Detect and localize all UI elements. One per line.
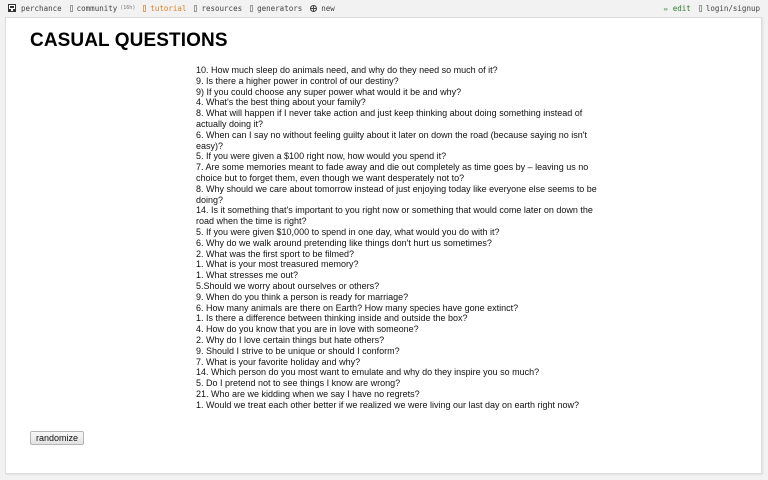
question-item: 1. Is there a difference between thinking inside and outside the box? bbox=[196, 313, 468, 324]
question-item: 6. Why do we walk around pretending like things don't hurt us sometimes? bbox=[196, 237, 492, 248]
community-badge: (16h) bbox=[120, 5, 136, 11]
nav-tutorial-label: tutorial bbox=[150, 3, 187, 13]
nav-community[interactable] bbox=[70, 4, 136, 13]
nav-new-label: new bbox=[321, 3, 335, 13]
nav-generators[interactable] bbox=[250, 4, 302, 13]
nav-new[interactable] bbox=[310, 4, 335, 13]
generator-output-card bbox=[5, 17, 762, 474]
edit-link[interactable] bbox=[664, 4, 691, 13]
question-item: 21. Who are we kidding when we say I have no regrets? bbox=[196, 388, 420, 399]
top-nav-right bbox=[664, 4, 768, 13]
question-item: 8. What will happen if I never take action and just keep thinking about doing something instead of actually doing it? bbox=[196, 108, 583, 129]
question-item: 7. What is your favorite holiday and why? bbox=[196, 356, 361, 367]
question-item: 9) If you could choose any super power what would it be and why? bbox=[196, 86, 462, 97]
question-item: 7. Are some memories meant to fade away and die out completely as time goes by – leaving us no choice but to forget them, even though we want desperately not to? bbox=[196, 162, 589, 183]
edit-label: ✏ edit bbox=[663, 3, 691, 13]
question-item: 10. How much sleep do animals need, and why do they need so much of it? bbox=[196, 65, 498, 75]
question-item: 5.Should we worry about ourselves or others? bbox=[196, 280, 380, 291]
question-item: 1. What is your most treasured memory? bbox=[196, 259, 359, 270]
question-item: 14. Which person do you most want to emulate and why do they inspire you so much? bbox=[196, 367, 540, 378]
book-icon bbox=[194, 5, 197, 12]
randomize-button[interactable]: randomize bbox=[30, 431, 84, 445]
questions-list bbox=[196, 65, 601, 411]
question-item: 8. Why should we care about tomorrow instead of just enjoying today like everyone else seems to be doing? bbox=[196, 183, 597, 205]
plus-circle-icon bbox=[310, 5, 317, 12]
nav-resources-label: resources bbox=[201, 3, 243, 13]
question-item: 5. If you were given a $100 right now, how would you spend it? bbox=[196, 151, 447, 162]
chat-icon bbox=[70, 5, 73, 12]
book-icon bbox=[250, 5, 253, 12]
login-label: login/signup bbox=[705, 3, 760, 13]
book-icon bbox=[143, 5, 146, 12]
login-signup-link[interactable] bbox=[699, 4, 760, 13]
nav-community-label: community bbox=[76, 3, 118, 13]
brand-label: perchance bbox=[21, 3, 62, 13]
question-item: 5. Do I pretend not to see things I know are wrong? bbox=[196, 378, 401, 389]
dice-icon bbox=[8, 4, 16, 12]
question-item: 9. Should I strive to be unique or should I conform? bbox=[196, 345, 400, 356]
user-icon bbox=[699, 5, 702, 12]
question-item: 6. How many animals are there on Earth? How many species have gone extinct? bbox=[196, 302, 519, 313]
nav-resources[interactable] bbox=[194, 4, 242, 13]
question-item: 1. Would we treat each other better if we realized we were living our last day on earth right now? bbox=[196, 399, 580, 410]
question-item: 9. Is there a higher power in control of our destiny? bbox=[196, 75, 399, 86]
question-item: 5. If you were given $10,000 to spend in one day, what would you do with it? bbox=[196, 226, 500, 237]
question-item: 2. What was the first sport to be filmed? bbox=[196, 248, 355, 259]
question-item: 4. How do you know that you are in love with someone? bbox=[196, 324, 419, 335]
question-item: 1. What stresses me out? bbox=[196, 270, 299, 281]
top-nav-left bbox=[0, 4, 343, 13]
question-item: 4. What's the best thing about your family? bbox=[196, 97, 366, 108]
nav-tutorial[interactable] bbox=[143, 4, 186, 13]
page-title: CASUAL QUESTIONS bbox=[30, 30, 228, 51]
question-item: 14. Is it something that's important to you right now or something that would come later on down the road when the time is right? bbox=[196, 205, 593, 227]
question-item: 9. When do you think a person is ready for marriage? bbox=[196, 291, 409, 302]
top-nav-bar bbox=[0, 0, 768, 16]
brand-link[interactable] bbox=[8, 4, 62, 13]
question-item: 2. Why do I love certain things but hate others? bbox=[196, 334, 385, 345]
nav-generators-label: generators bbox=[257, 3, 303, 13]
question-item: 6. When can I say no without feeling guilty about it later on down the road (because saying no isn't easy)? bbox=[196, 129, 587, 151]
